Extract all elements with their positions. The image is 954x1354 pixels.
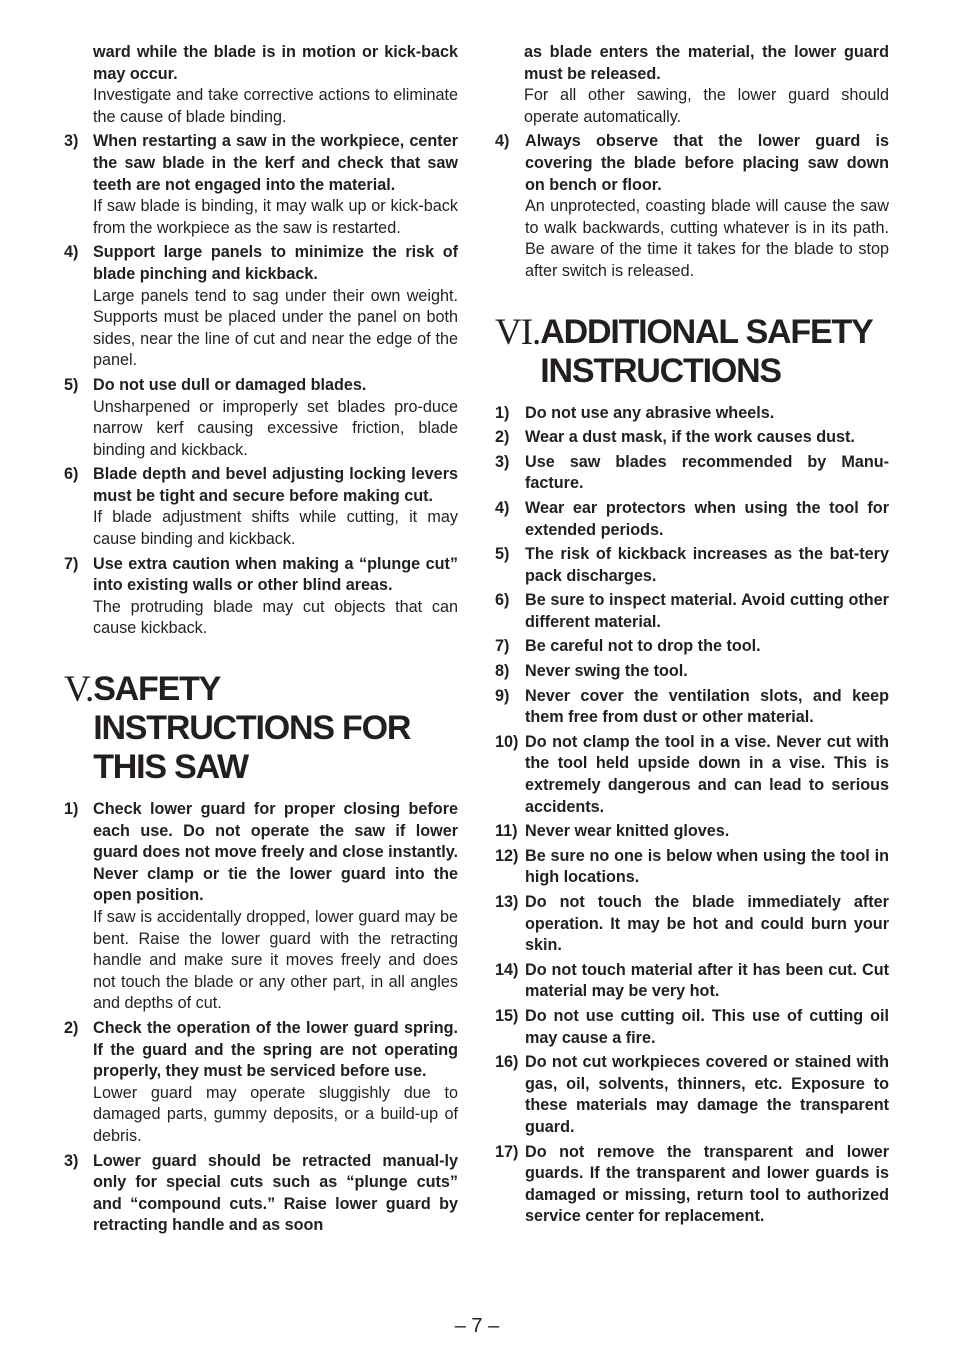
list-item	[495, 544, 889, 587]
item-number: 5)	[64, 375, 79, 394]
item-heading: Do not cut workpieces covered or stained with gas, oil, solvents, thinners, etc. Exposure to these materials may damage the transparent guard.	[525, 1053, 889, 1136]
item-number: 5)	[495, 545, 510, 564]
item-heading: The risk of kickback increases as the bat-tery pack discharges.	[525, 545, 889, 585]
item-heading: Never cover the ventilation slots, and keep them free from dust or other material.	[525, 686, 889, 727]
item-description: Large panels tend to sag under their own weight. Supports must be placed under the panel on both sides, near the line of cut and near the edge of the panel.	[93, 286, 458, 370]
item-heading: Lower guard should be retracted manual-ly only for special cuts such as “plunge cuts” and “compound cuts.” Raise lower guard by retracting handle and as soon	[93, 1151, 458, 1235]
item-heading: Check the operation of the lower guard spring. If the guard and the spring are not operating properly, they must be serviced before use.	[93, 1018, 458, 1081]
item-heading: Never swing the tool.	[525, 662, 688, 681]
item-description: An unprotected, coasting blade will cause the saw to walk backwards, cutting whatever is in its path. Be aware of the time it takes for the blade to stop after switch is released.	[525, 197, 889, 280]
item-number: 4)	[495, 498, 510, 517]
item-number: 4)	[64, 243, 79, 262]
list-item	[64, 464, 458, 550]
item-number: 1)	[64, 800, 79, 819]
list-item	[495, 846, 889, 889]
item-number: 2)	[64, 1018, 79, 1037]
list-item	[495, 498, 889, 541]
list-item	[495, 452, 889, 495]
item-heading: Do not remove the transparent and lower guards. If the transparent and lower guards is damaged or missing, return tool to authorized service center for replacement.	[525, 1142, 889, 1226]
item-heading: Be careful not to drop the tool.	[525, 637, 761, 656]
item-description: The protruding blade may cut objects that can cause kickback.	[93, 597, 458, 638]
list-item	[64, 242, 458, 372]
item-number: 11)	[495, 822, 518, 841]
section-title-v	[64, 670, 458, 787]
item-number: 14)	[495, 960, 519, 979]
item-number: 16)	[495, 1053, 519, 1072]
item-description: Lower guard may operate sluggishly due to damaged parts, gummy deposits, or a build-up of debris.	[93, 1083, 458, 1145]
item-heading: Never wear knitted gloves.	[525, 822, 730, 841]
item-number: 6)	[64, 465, 79, 484]
list-item	[64, 131, 458, 239]
list-item	[64, 554, 458, 640]
section-title-vi	[495, 313, 889, 391]
list-item	[495, 590, 889, 633]
list-item	[495, 732, 889, 818]
item-heading: Always observe that the lower guard is covering the blade before placing saw down on bench or floor.	[525, 132, 889, 194]
list-item	[495, 892, 889, 957]
item-description: Investigate and take corrective actions to eliminate the cause of blade binding.	[93, 86, 458, 126]
list-item	[495, 661, 889, 683]
list-item	[495, 1142, 889, 1228]
list-item	[495, 960, 889, 1003]
list-item	[495, 636, 889, 658]
section-number: V.	[64, 669, 94, 711]
item-heading: Use extra caution when making a “plunge cut” into existing walls or other blind areas.	[93, 554, 458, 595]
item-heading: as blade enters the material, the lower guard must be released.	[524, 43, 889, 83]
left-continuation	[93, 42, 458, 128]
item-heading: Do not touch material after it has been cut. Cut material may be very hot.	[525, 960, 889, 1001]
item-description: If blade adjustment shifts while cutting, it may cause binding and kickback.	[93, 508, 458, 549]
additional-safety-list	[495, 403, 889, 1228]
list-item	[495, 1006, 889, 1049]
item-heading: Do not clamp the tool in a vise. Never cut with the tool held upside down in a vise. This is extremely dangerous and can lead to serious accidents.	[525, 732, 889, 816]
section-heading: ADDITIONAL SAFETY INSTRUCTIONS	[540, 312, 872, 390]
page-number: – 7 –	[454, 1315, 500, 1337]
section-heading: SAFETY INSTRUCTIONS FOR THIS SAW	[93, 670, 411, 787]
item-number: 3)	[495, 452, 510, 471]
right-continuation	[524, 42, 889, 128]
list-item	[495, 427, 889, 449]
list-item	[495, 131, 889, 282]
item-number: 9)	[495, 686, 510, 705]
item-number: 15)	[495, 1006, 519, 1025]
item-heading: ward while the blade is in motion or kick-back may occur.	[93, 43, 458, 83]
item-heading: Wear ear protectors when using the tool for extended periods.	[525, 498, 889, 539]
list-item	[495, 1052, 889, 1138]
item-number: 8)	[495, 662, 510, 681]
list-item	[64, 1018, 458, 1148]
item-number: 7)	[64, 554, 79, 573]
item-heading: Do not use any abrasive wheels.	[525, 403, 775, 422]
item-description: For all other sawing, the lower guard should operate automatically.	[524, 86, 889, 126]
list-item	[64, 1151, 458, 1237]
list-item	[495, 821, 889, 843]
item-number: 3)	[64, 132, 79, 151]
item-number: 7)	[495, 637, 510, 656]
item-number: 17)	[495, 1142, 519, 1161]
item-heading: Do not touch the blade immediately after operation. It may be hot and could burn your skin.	[525, 893, 889, 955]
item-number: 13)	[495, 893, 519, 911]
item-description: If saw blade is binding, it may walk up or kick-back from the workpiece as the saw is restarted.	[93, 197, 458, 237]
item-number: 4)	[495, 132, 510, 151]
item-heading: Be sure to inspect material. Avoid cutting other different material.	[525, 591, 889, 631]
item-heading: Wear a dust mask, if the work causes dust.	[525, 428, 855, 447]
item-number: 10)	[495, 732, 519, 751]
item-heading: Do not use cutting oil. This use of cutting oil may cause a fire.	[525, 1006, 889, 1047]
right-column	[495, 42, 889, 1231]
item-heading: Use saw blades recommended by Manu-facture.	[525, 452, 889, 493]
item-description: Unsharpened or improperly set blades pro-duce narrow kerf causing excessive friction, blade binding and kickback.	[93, 397, 458, 459]
item-heading: Blade depth and bevel adjusting locking levers must be tight and secure before making cut.	[93, 465, 458, 505]
item-description: If saw is accidentally dropped, lower guard may be bent. Raise the lower guard with the retracting handle and make sure it moves freely and does not touch the blade or any other part, in all angles and depths of cut.	[93, 908, 458, 1013]
item-heading: Do not use dull or damaged blades.	[93, 375, 367, 394]
item-heading: Be sure no one is below when using the tool in high locations.	[525, 846, 889, 887]
list-item	[64, 375, 458, 461]
item-number: 6)	[495, 591, 510, 610]
item-heading: Check lower guard for proper closing before each use. Do not operate the saw if lower guard does not move freely and close instantly. Never clamp or tie the lower guard into the open position.	[93, 800, 458, 905]
item-number: 12)	[495, 846, 519, 865]
item-number: 2)	[495, 428, 510, 447]
left-column	[64, 42, 458, 1240]
section-number: VI.	[495, 311, 541, 353]
item-number: 1)	[495, 403, 510, 422]
item-heading: Support large panels to minimize the risk of blade pinching and kickback.	[93, 243, 458, 283]
list-item	[64, 799, 458, 1015]
item-heading: When restarting a saw in the workpiece, center the saw blade in the kerf and check that saw teeth are not engaged into the material.	[93, 132, 458, 194]
item-number: 3)	[64, 1151, 79, 1170]
list-item	[495, 686, 889, 729]
list-item	[495, 403, 889, 425]
